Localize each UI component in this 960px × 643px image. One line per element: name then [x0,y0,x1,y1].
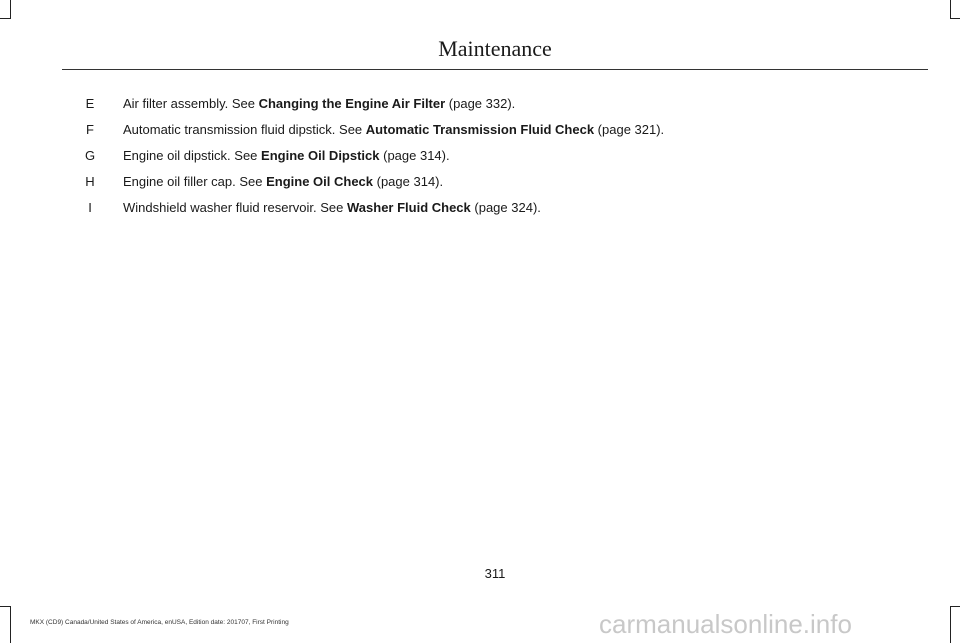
item-letter: G [84,148,96,163]
cross-reference-link[interactable]: Engine Oil Dipstick [261,148,380,163]
item-description [123,173,443,191]
cross-reference-link[interactable]: Washer Fluid Check [347,200,471,215]
page-reference: (page 321). [594,122,665,137]
item-description [123,95,515,113]
crop-mark-bottom-left-vertical [10,606,11,643]
crop-mark-bottom-right-vertical [950,606,951,643]
item-text: Engine oil filler cap. See [123,174,267,189]
crop-mark-top-right-vertical [950,0,951,18]
page-title: Maintenance [438,36,552,61]
crop-mark-top-left-vertical [10,0,11,18]
crop-mark-bottom-right-horizontal [950,606,960,607]
page-reference: (page 324). [470,200,541,215]
item-description [123,121,664,139]
crop-mark-bottom-left-horizontal [0,606,11,607]
item-text: Engine oil dipstick. See [123,148,262,163]
edition-footer: MKX (CD9) Canada/United States of America, enUSA, Edition date: 201707, First Printing [30,619,289,626]
page-number: 311 [484,566,506,581]
crop-mark-top-left-horizontal [0,18,11,19]
cross-reference-link[interactable]: Automatic Transmission Fluid Check [365,122,595,137]
header-divider [62,69,928,70]
item-description [123,199,541,217]
page-reference: (page 314). [373,174,444,189]
item-text: Automatic transmission fluid dipstick. See [123,122,366,137]
cross-reference-link[interactable]: Changing the Engine Air Filter [258,96,446,111]
page-reference: (page 332). [445,96,516,111]
item-letter: E [85,96,95,111]
item-letter: I [88,200,92,215]
item-letter: H [85,174,95,189]
cross-reference-link[interactable]: Engine Oil Check [266,174,374,189]
crop-mark-top-right-horizontal [950,18,960,19]
item-letter: F [86,122,94,137]
item-description [123,147,450,165]
item-text: Windshield washer fluid reservoir. See [123,200,347,215]
page-reference: (page 314). [379,148,450,163]
watermark: carmanualsonline.info [599,609,852,639]
item-text: Air filter assembly. See [123,96,259,111]
